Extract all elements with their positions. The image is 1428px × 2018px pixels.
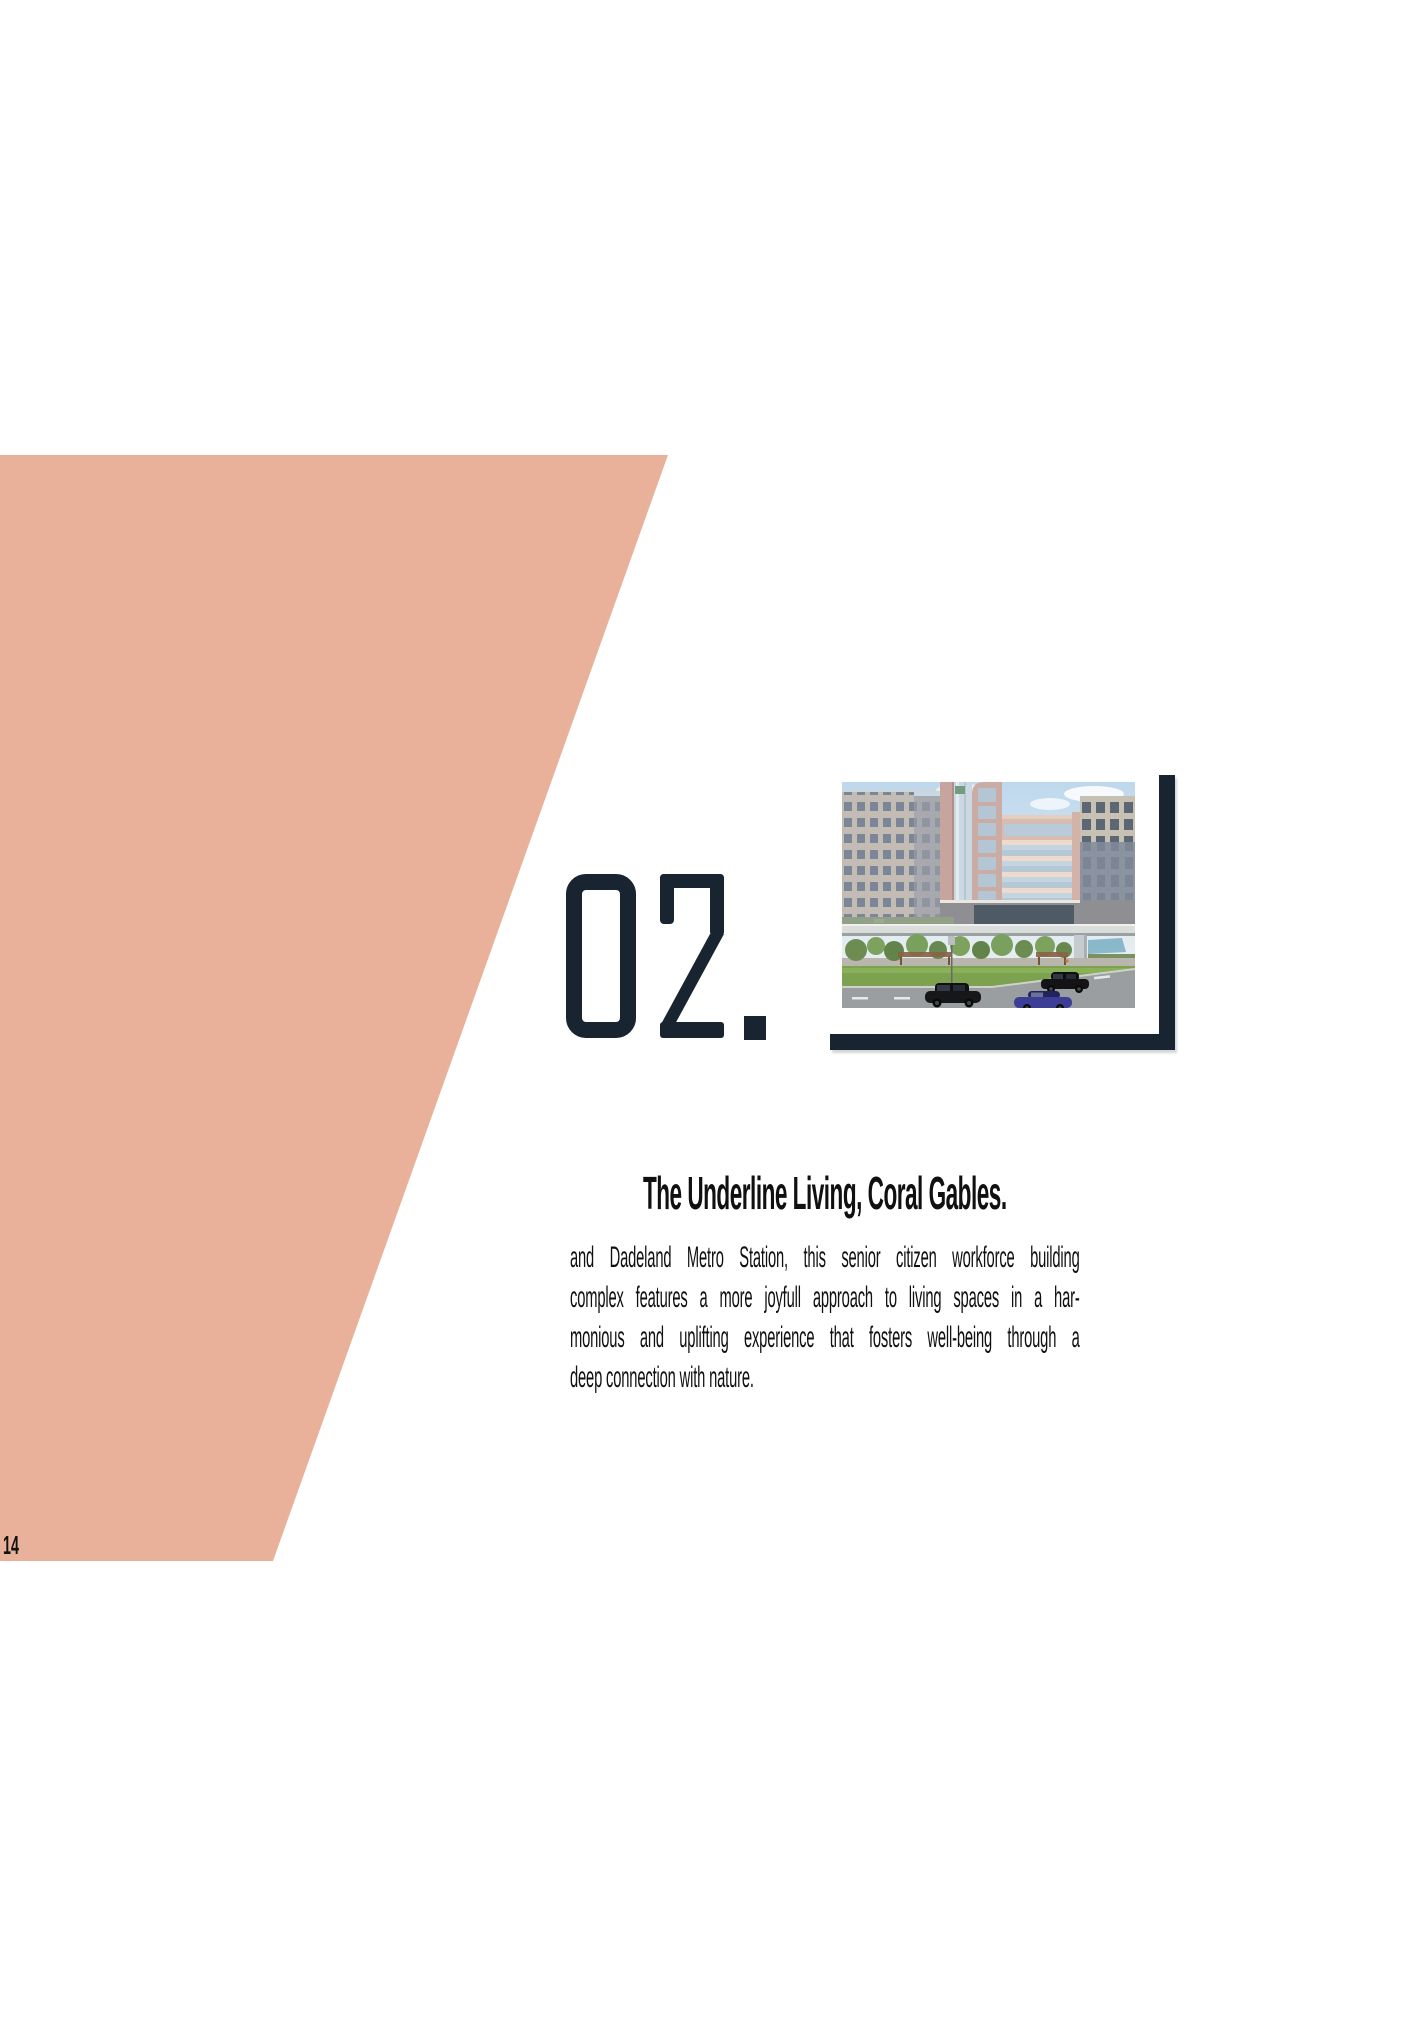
paragraph-line: complex features a more joyfull approach to living spaces in a har- bbox=[570, 1281, 1080, 1314]
paragraph-line: monious and uplifting experience that fosters well-being through a bbox=[570, 1321, 1080, 1354]
project-photo bbox=[842, 782, 1135, 1008]
storefront-level bbox=[940, 900, 1135, 926]
section-title: The Underline Living, Coral Gables. bbox=[642, 1167, 1007, 1219]
left-building bbox=[842, 791, 940, 935]
guideway-hedge bbox=[842, 917, 954, 925]
page-number: 14 bbox=[3, 1530, 19, 1560]
paragraph-line: and Dadeland Metro Station, this senior citizen workforce building bbox=[570, 1241, 1080, 1274]
paragraph-line: deep connection with nature. bbox=[570, 1361, 754, 1394]
park-paving bbox=[842, 958, 1135, 966]
section-paragraph bbox=[570, 1238, 1080, 1398]
project-photo-illustration bbox=[842, 782, 1135, 1008]
section-number bbox=[566, 872, 766, 1042]
section-number-glyphs bbox=[566, 872, 766, 1042]
metrorail-guideway bbox=[842, 924, 1135, 936]
